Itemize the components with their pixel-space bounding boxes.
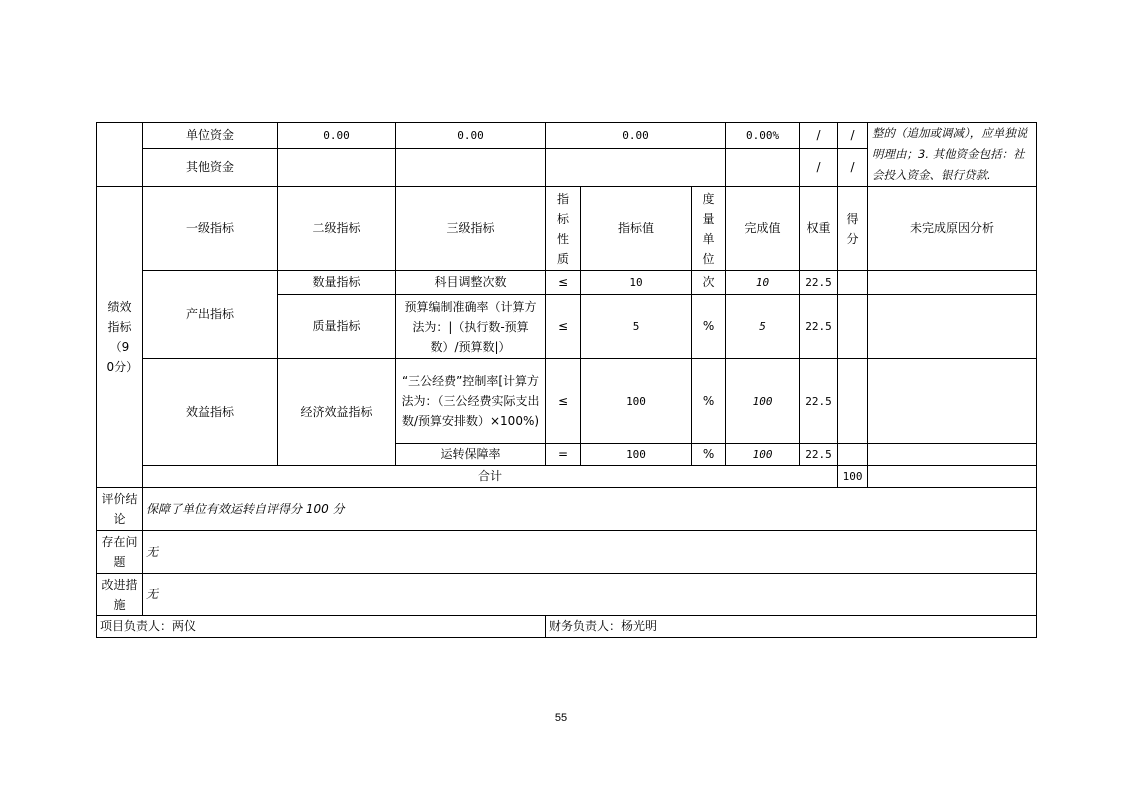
- row-score: [838, 444, 868, 466]
- row-reason: [868, 271, 1037, 295]
- row-actual: 5: [726, 295, 800, 359]
- measures-label: 改进措施: [97, 574, 143, 616]
- row-actual: 100: [726, 444, 800, 466]
- problems-label: 存在问题: [97, 531, 143, 574]
- fund-weight: /: [800, 123, 838, 149]
- row-target: 5: [581, 295, 692, 359]
- row-reason: [868, 295, 1037, 359]
- row-nature: =: [546, 444, 581, 466]
- finance-lead-name: 杨光明: [621, 619, 658, 633]
- row-level2: 质量指标: [278, 295, 396, 359]
- row-unit: %: [692, 444, 726, 466]
- fund-executed: 0.00: [546, 123, 726, 149]
- perf-row: [97, 271, 1037, 295]
- problems-text: 无: [143, 531, 1037, 574]
- row-nature: ≤: [546, 295, 581, 359]
- row-level2: 经济效益指标: [278, 359, 396, 466]
- row-actual: 10: [726, 271, 800, 295]
- fund-label: 单位资金: [143, 123, 278, 149]
- perf-side-label: 绩效指标（90分）: [97, 187, 143, 488]
- blank-cell: [97, 123, 143, 187]
- header-weight: 权重: [800, 187, 838, 271]
- row-actual: 100: [726, 359, 800, 444]
- fund-rate: 0.00%: [726, 123, 800, 149]
- row-weight: 22.5: [800, 271, 838, 295]
- total-row: [97, 466, 1037, 488]
- measures-text: 无: [143, 574, 1037, 616]
- row-reason: [868, 444, 1037, 466]
- project-lead-name: 两仪: [172, 619, 197, 633]
- row-nature: ≤: [546, 359, 581, 444]
- row-level2: 数量指标: [278, 271, 396, 295]
- row-level3: 运转保障率: [396, 444, 546, 466]
- header-level1: 一级指标: [143, 187, 278, 271]
- fund-adjusted: [396, 149, 546, 187]
- evaluation-text: 保障了单位有效运转自评得分 100 分: [143, 488, 1037, 531]
- row-unit: 次: [692, 271, 726, 295]
- funds-note: 整的（追加或调减），应单独说明理由；3. 其他资金包括：社会投入资金、银行贷款.: [868, 123, 1037, 187]
- row-target: 100: [581, 444, 692, 466]
- performance-table: [96, 122, 1037, 638]
- fund-rate: [726, 149, 800, 187]
- header-actual: 完成值: [726, 187, 800, 271]
- finance-lead-label: 财务负责人：: [549, 619, 622, 633]
- row-unit: %: [692, 295, 726, 359]
- row-score: [838, 271, 868, 295]
- fund-row: [97, 123, 1037, 149]
- row-level3: 预算编制准确率（计算方法为：|（执行数-预算数）/预算数|）: [396, 295, 546, 359]
- total-weight: 100: [838, 466, 868, 488]
- fund-adjusted: 0.00: [396, 123, 546, 149]
- problems-row: [97, 531, 1037, 574]
- row-weight: 22.5: [800, 444, 838, 466]
- fund-executed: [546, 149, 726, 187]
- benefit-label: 效益指标: [143, 359, 278, 466]
- header-score: 得分: [838, 187, 868, 271]
- header-unit: 度量单位: [692, 187, 726, 271]
- row-level3: “三公经费”控制率[计算方法为：（三公经费实际支出数/预算安排数）×100%): [396, 359, 546, 444]
- footer-row: [97, 616, 1037, 638]
- row-score: [838, 295, 868, 359]
- header-level3: 三级指标: [396, 187, 546, 271]
- fund-budget: [278, 149, 396, 187]
- fund-score: /: [838, 149, 868, 187]
- row-weight: 22.5: [800, 295, 838, 359]
- header-level2: 二级指标: [278, 187, 396, 271]
- row-target: 10: [581, 271, 692, 295]
- row-score: [838, 359, 868, 444]
- total-score: [868, 466, 1037, 488]
- fund-weight: /: [800, 149, 838, 187]
- project-lead-label: 项目负责人：: [100, 619, 173, 633]
- fund-label: 其他资金: [143, 149, 278, 187]
- output-label: 产出指标: [143, 271, 278, 359]
- row-level3: 科目调整次数: [396, 271, 546, 295]
- row-target: 100: [581, 359, 692, 444]
- total-label: 合计: [143, 466, 838, 488]
- header-nature: 指标性质: [546, 187, 581, 271]
- evaluation-label: 评价结论: [97, 488, 143, 531]
- row-nature: ≤: [546, 271, 581, 295]
- fund-budget: 0.00: [278, 123, 396, 149]
- perf-header-row: [97, 187, 1037, 271]
- finance-lead: [546, 616, 1037, 638]
- perf-row: [97, 359, 1037, 444]
- page-number: 55: [554, 712, 568, 724]
- header-reason: 未完成原因分析: [868, 187, 1037, 271]
- fund-score: /: [838, 123, 868, 149]
- row-reason: [868, 359, 1037, 444]
- measures-row: [97, 574, 1037, 616]
- project-lead: [97, 616, 546, 638]
- row-weight: 22.5: [800, 359, 838, 444]
- row-unit: %: [692, 359, 726, 444]
- header-target: 指标值: [581, 187, 692, 271]
- evaluation-row: [97, 488, 1037, 531]
